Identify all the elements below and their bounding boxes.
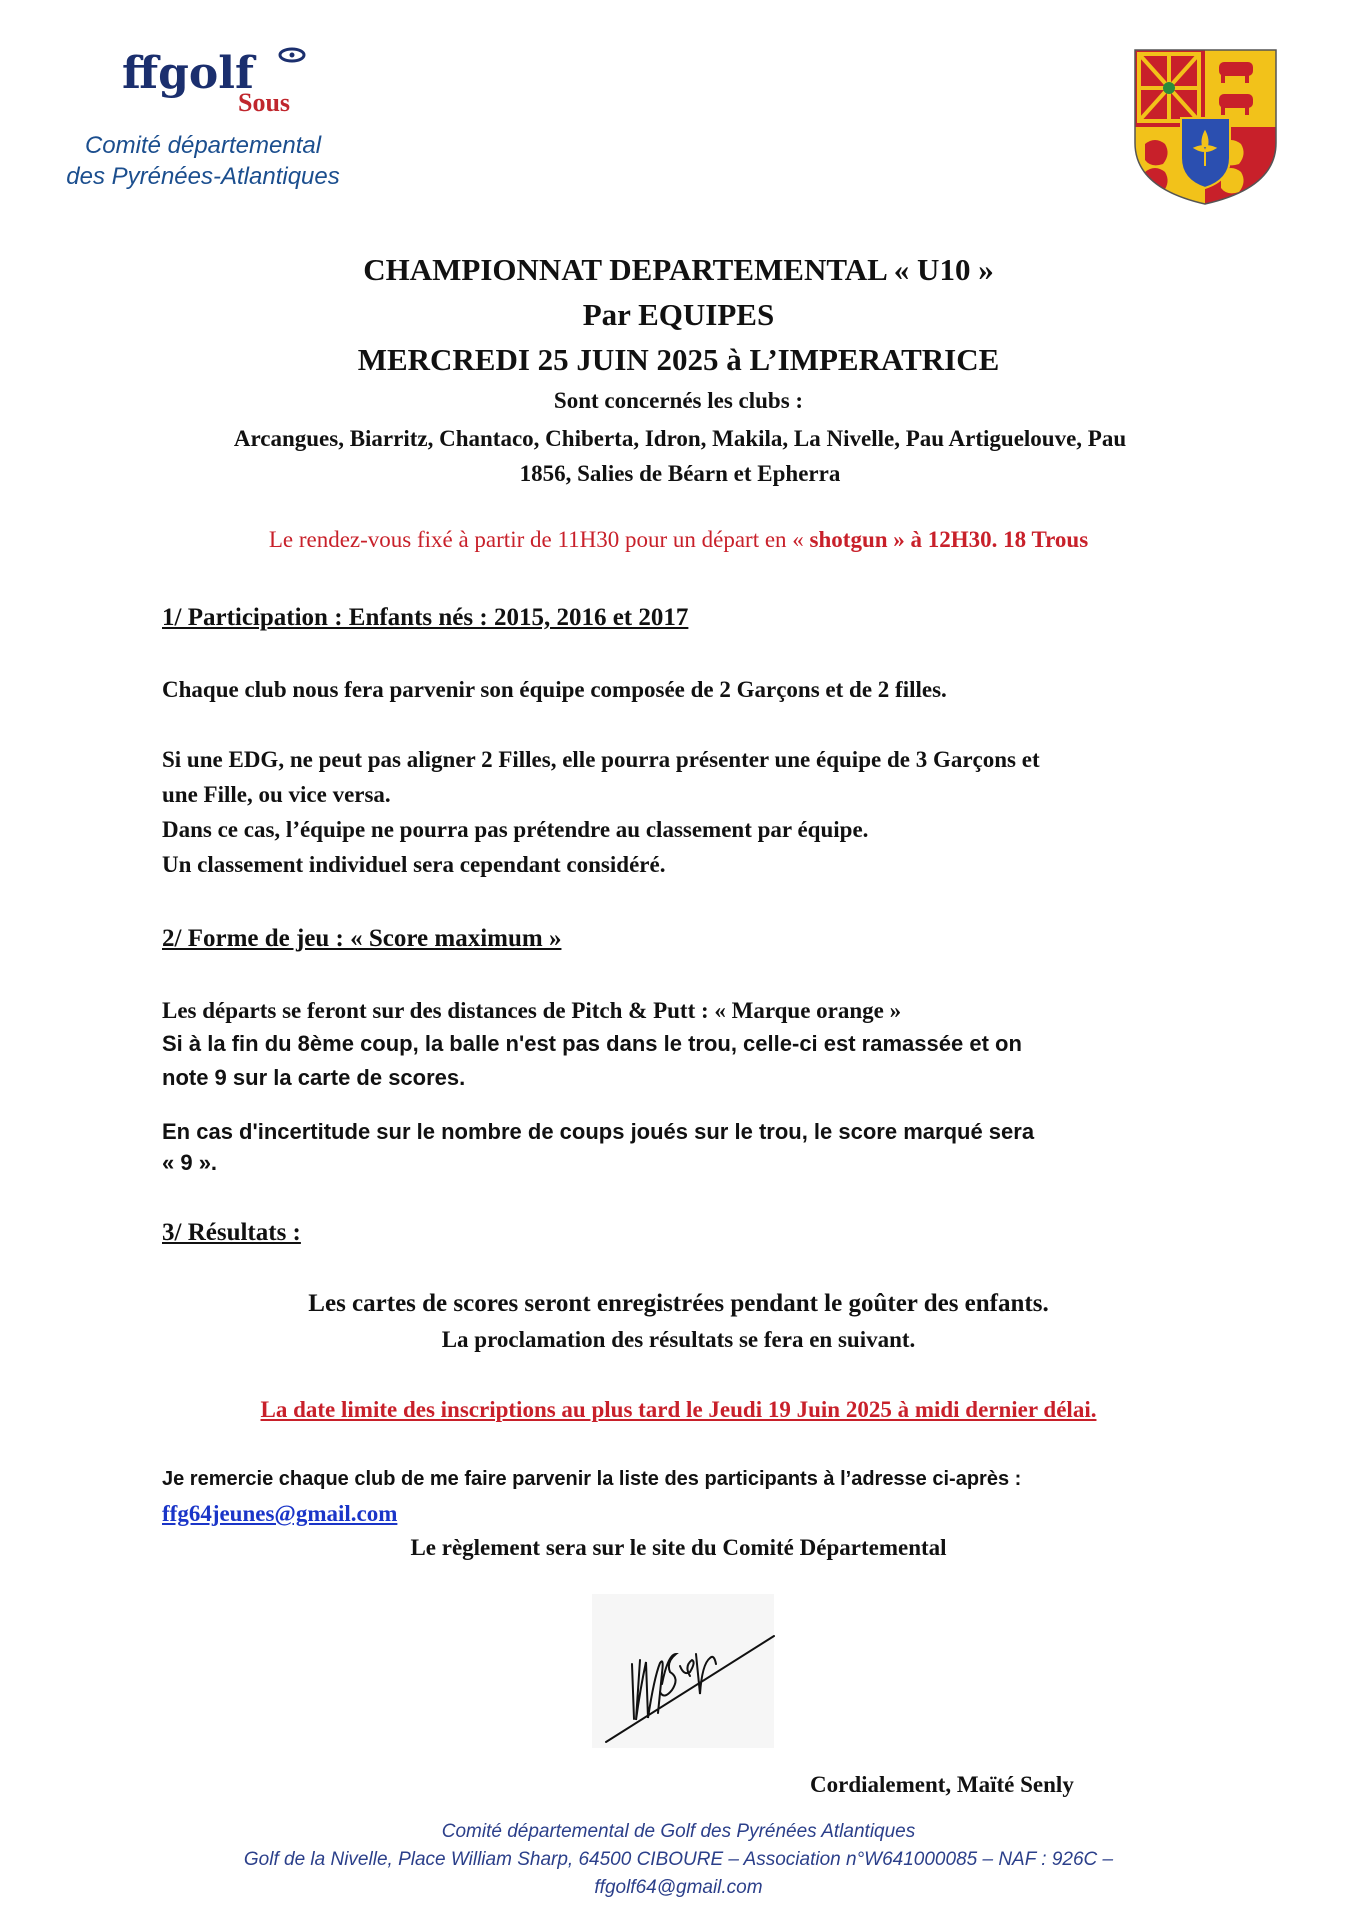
logo-swoosh-icon — [278, 46, 306, 64]
clubs-intro: Sont concernés les clubs : — [553, 388, 804, 413]
footer-line-1: Comité départemental de Golf des Pyrénées Atlantiques — [441, 1821, 916, 1842]
results-line-2: La proclamation des résultats se fera en suivant. — [441, 1327, 916, 1352]
coat-of-arms-icon — [1133, 48, 1278, 206]
registration-deadline: La date limite des inscriptions au plus tard le Jeudi 19 Juin 2025 à midi dernier délai. — [260, 1397, 1097, 1422]
section-2-paragraph-1: Les départs se feront sur des distances de Pitch & Putt : « Marque orange » — [162, 998, 902, 1023]
title-line-3: MERCREDI 25 JUIN 2025 à L’IMPERATRICE — [357, 342, 1000, 377]
footer-line-2: Golf de la Nivelle, Place William Sharp, 64500 CIBOURE – Association n°W641000085 – NAF : 926C – — [243, 1849, 1114, 1870]
contact-email-link[interactable]: ffg64jeunes@gmail.com — [162, 1501, 398, 1526]
section-1-paragraph-2: Si une EDG, ne peut pas aligner 2 Filles, elle pourra présenter une équipe de 3 Garçons et une Fille, ou vice versa. Dans ce cas, l’équipe ne pourra pas prétendre au classement par équipe. Un classement individuel sera cependant considéré. — [162, 747, 1040, 877]
clubs-list: Arcangues, Biarritz, Chantaco, Chiberta, Idron, Makila, La Nivelle, Pau Artiguelouve, Pau 1856, Salies de Béarn et Epherra — [233, 426, 1127, 486]
thanks-line: Je remercie chaque club de me faire parvenir la liste des participants à l’adresse ci-après : — [162, 1468, 1022, 1490]
signature-image — [592, 1594, 774, 1748]
committee-name: Comité départemental des Pyrénées-Atlantiques — [66, 132, 340, 190]
section-1-heading: 1/ Participation : Enfants nés : 2015, 2016 et 2017 — [162, 604, 689, 631]
section-2-paragraph-3: En cas d'incertitude sur le nombre de coups joués sur le trou, le score marqué sera « 9 ». — [162, 1119, 1035, 1175]
section-2-paragraph-2: Si à la fin du 8ème coup, la balle n'est pas dans le trou, celle-ci est ramassée et on note 9 sur la carte de scores. — [162, 1031, 1022, 1090]
results-line-1: Les cartes de scores seront enregistrées pendant le goûter des enfants. — [308, 1290, 1049, 1317]
rendezvous-line: Le rendez-vous fixé à partir de 11H30 pour un départ en « shotgun » à 12H30. 18 Trous — [268, 527, 1089, 552]
section-2-heading: 2/ Forme de jeu : « Score maximum » — [162, 925, 562, 952]
footer-email[interactable]: ffgolf64@gmail.com — [594, 1877, 763, 1898]
title-line-2: Par EQUIPES — [582, 297, 775, 332]
logo-text: ffgolf — [122, 48, 254, 99]
closing-signature-line: Cordialement, Maïté Senly — [810, 1772, 1074, 1797]
logo-partial-text: Sous — [238, 88, 291, 117]
title-line-1: CHAMPIONNAT DEPARTEMENTAL « U10 » — [363, 252, 994, 287]
rules-note: Le règlement sera sur le site du Comité Départemental — [410, 1535, 947, 1560]
section-3-heading: 3/ Résultats : — [162, 1219, 301, 1246]
section-1-paragraph-1: Chaque club nous fera parvenir son équipe composée de 2 Garçons et de 2 filles. — [162, 677, 947, 702]
